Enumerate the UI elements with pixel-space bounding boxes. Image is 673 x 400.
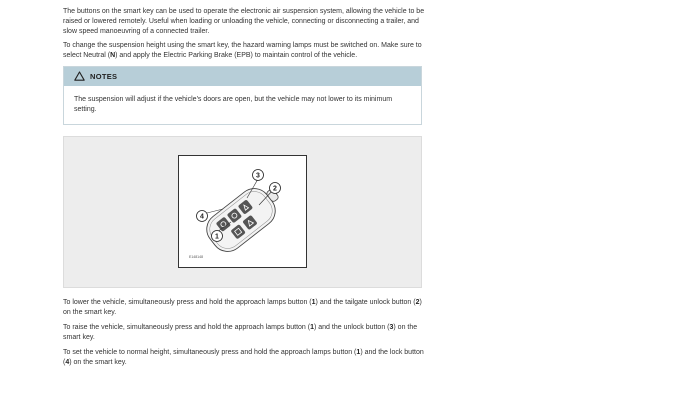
callout-1 xyxy=(212,231,223,242)
intro-paragraph-1: The buttons on the smart key can be used to operate the electronic air suspension system, allowing the vehicle to be raised or lowered remotely. Useful when loading or unloading the vehicle, connecting or disconnecting a trailer, and slow speed manoeuvring of a connected trailer. xyxy=(63,8,425,35)
paragraph-2-text-c: ) and apply the Electric Parking Brake (EPB) to maintain control of the vehicle. xyxy=(115,52,358,59)
callout-2 xyxy=(270,183,281,194)
instruction-normal-height: To set the vehicle to normal height, simultaneously press and hold the approach lamps button (1) and the lock button (4) on the smart key. xyxy=(63,349,424,366)
intro-paragraph-2 xyxy=(63,41,425,61)
image-reference-label: E148148 xyxy=(189,255,204,259)
callout-3 xyxy=(253,170,264,181)
svg-text:4: 4 xyxy=(200,213,204,221)
notes-title: NOTES xyxy=(90,72,118,81)
notes-body: The suspension will adjust if the vehicle's doors are open, but the vehicle may not lower to its minimum setting. xyxy=(74,96,393,113)
svg-text:1: 1 xyxy=(215,233,219,241)
smart-key-illustration xyxy=(178,155,307,268)
instruction-raise: To raise the vehicle, simultaneously press and hold the approach lamps button (1) and the unlock button (3) on the smart key. xyxy=(63,324,418,341)
notes-box xyxy=(63,66,422,125)
paragraph-2-text-a: To change the suspension height using the smart key, the hazard warning lamps must be switched on. Make sure to select Neutral ( xyxy=(63,42,422,59)
warning-triangle-icon xyxy=(74,68,85,86)
notes-header xyxy=(64,67,421,86)
callout-4 xyxy=(197,211,208,222)
instruction-lower: To lower the vehicle, simultaneously press and hold the approach lamps button (1) and the tailgate unlock button (2) on the smart key. xyxy=(63,299,422,316)
neutral-gear-letter: N xyxy=(110,52,116,59)
svg-text:3: 3 xyxy=(256,172,260,180)
svg-text:2: 2 xyxy=(273,185,277,193)
